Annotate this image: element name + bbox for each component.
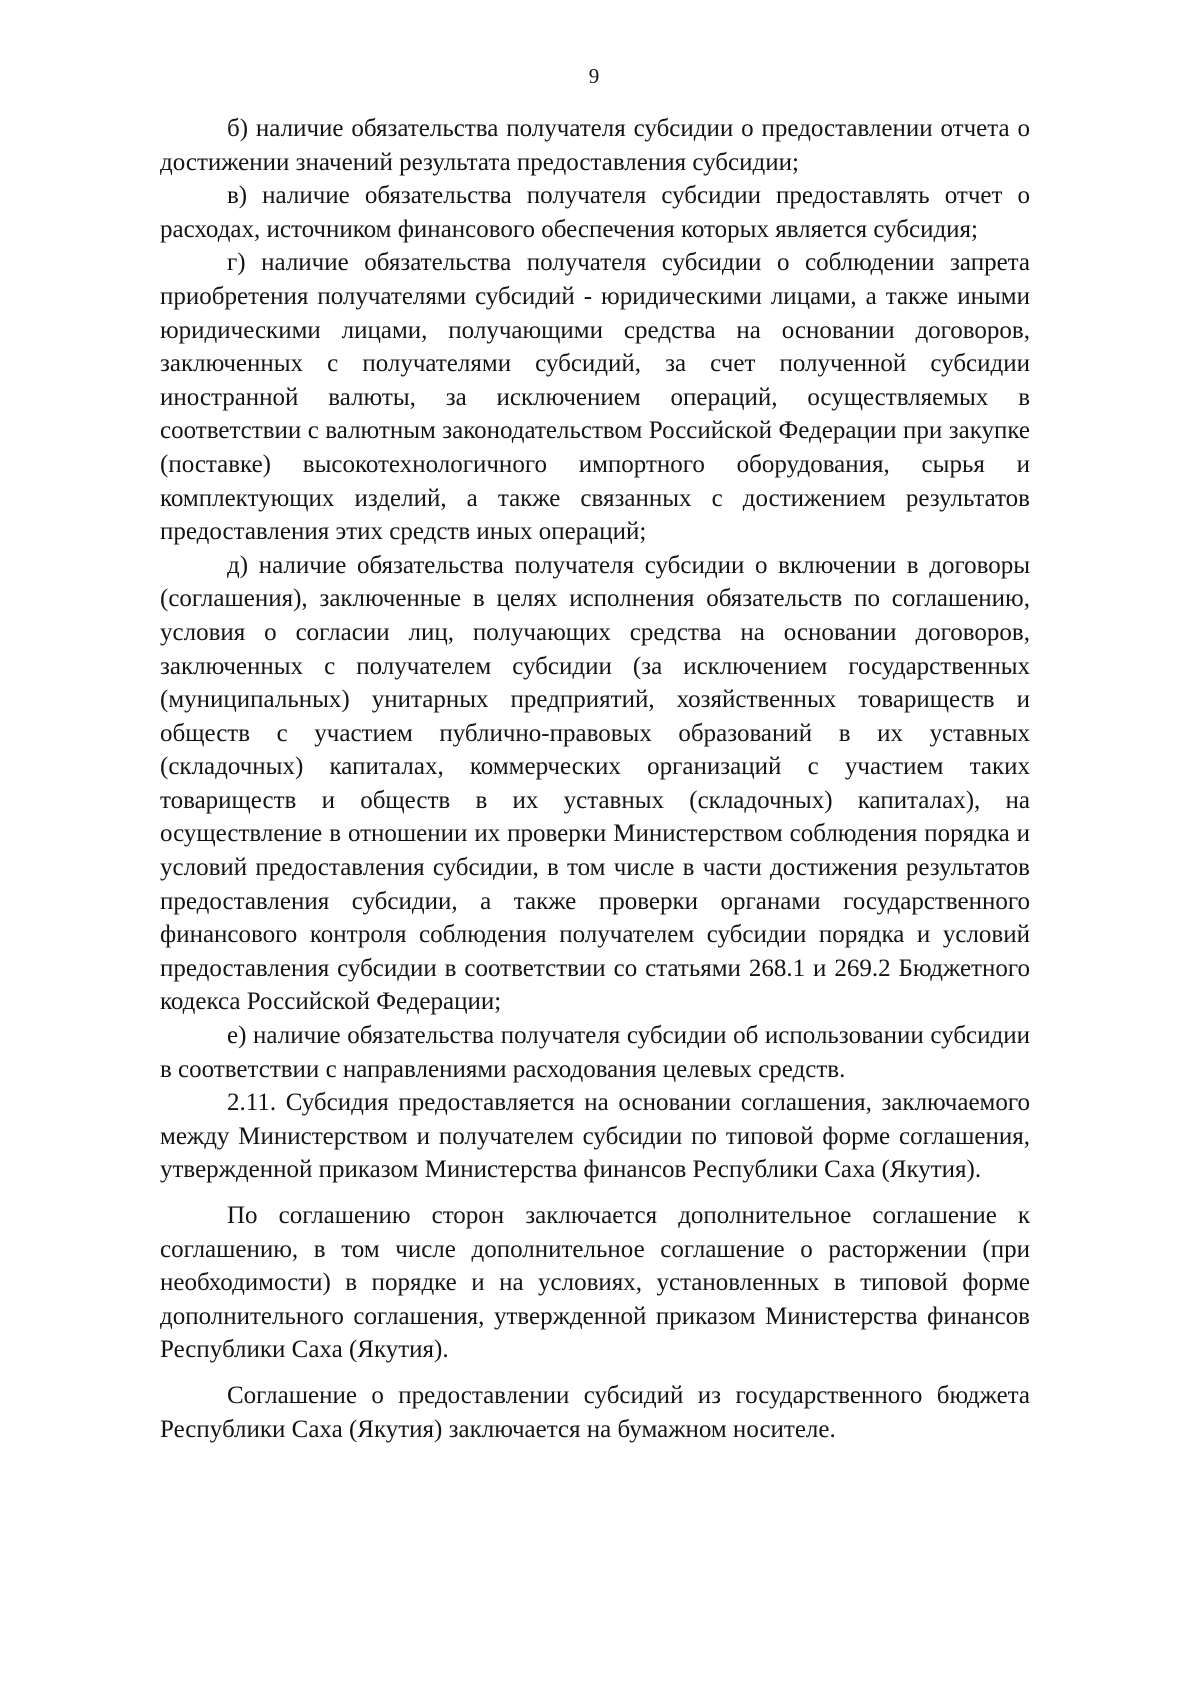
paragraph-g-currency-ban: г) наличие обязательства получателя субсидии о соблюдении запрета приобретения получателями субсидий - юридическими лицами, а также иными юридическими лицами, получающими средства на основании договоров, заключенных с получателями субсидий, за счет полученной субсидии иностранной валюты, за исключением операций, осуществляемых в соответствии с валютным законодательством Российской Федерации при закупке (поставке) высокотехнологичного импортного оборудования, сырья и комплектующих изделий, а также связанных с достижением результатов предоставления этих средств иных операций; bbox=[160, 249, 1030, 546]
paragraph-e-intended-use: е) наличие обязательства получателя субсидии об использовании субсидии в соответствии с направлениями расходования целевых средств. bbox=[160, 1022, 1030, 1083]
document-body bbox=[160, 112, 1030, 1446]
paragraph-2-11-agreement: 2.11. Субсидия предоставляется на основании соглашения, заключаемого между Министерством и получателем субсидии по типовой форме соглашения, утвержденной приказом Министерства финансов Республики Саха (Якутия). bbox=[160, 1089, 1030, 1184]
paragraph-b-report-obligation: б) наличие обязательства получателя субсидии о предоставлении отчета о достижении значений результата предоставления субсидии; bbox=[160, 115, 1030, 176]
paragraph-paper-form: Соглашение о предоставлении субсидий из государственного бюджета Республики Саха (Якутия) заключается на бумажном носителе. bbox=[160, 1381, 1030, 1443]
paragraph-v-expense-report: в) наличие обязательства получателя субсидии предоставлять отчет о расходах, источником финансового обеспечения которых является субсидия; bbox=[160, 182, 1030, 243]
page-number: 9 bbox=[588, 64, 600, 88]
paragraph-additional-agreement: По соглашению сторон заключается дополнительное соглашение к соглашению, в том числе дополнительное соглашение о расторжении (при необходимости) в порядке и на условиях, установленных в типовой форме дополнительного соглашения, утвержденной приказом Министерства финансов Республики Саха (Якутия). bbox=[160, 1202, 1030, 1364]
paragraph-d-contract-conditions: д) наличие обязательства получателя субсидии о включении в договоры (соглашения), заключенные в целях исполнения обязательств по соглашению, условия о согласии лиц, получающих средства на основании договоров, заключенных с получателем субсидии (за исключением государственных (муниципальных) унитарных предприятий, хозяйственных товариществ и обществ с участием публично-правовых образований в их уставных (складочных) капиталах, коммерческих организаций с участием таких товариществ и обществ в их уставных (складочных) капиталах), на осуществление в отношении их проверки Министерством соблюдения порядка и условий предоставления субсидии, в том числе в части достижения результатов предоставления субсидии, а также проверки органами государственного финансового контроля соблюдения получателем субсидии порядка и условий предоставления субсидии в соответствии со статьями 268.1 и 269.2 Бюджетного кодекса Российской Федерации; bbox=[160, 551, 1030, 1016]
